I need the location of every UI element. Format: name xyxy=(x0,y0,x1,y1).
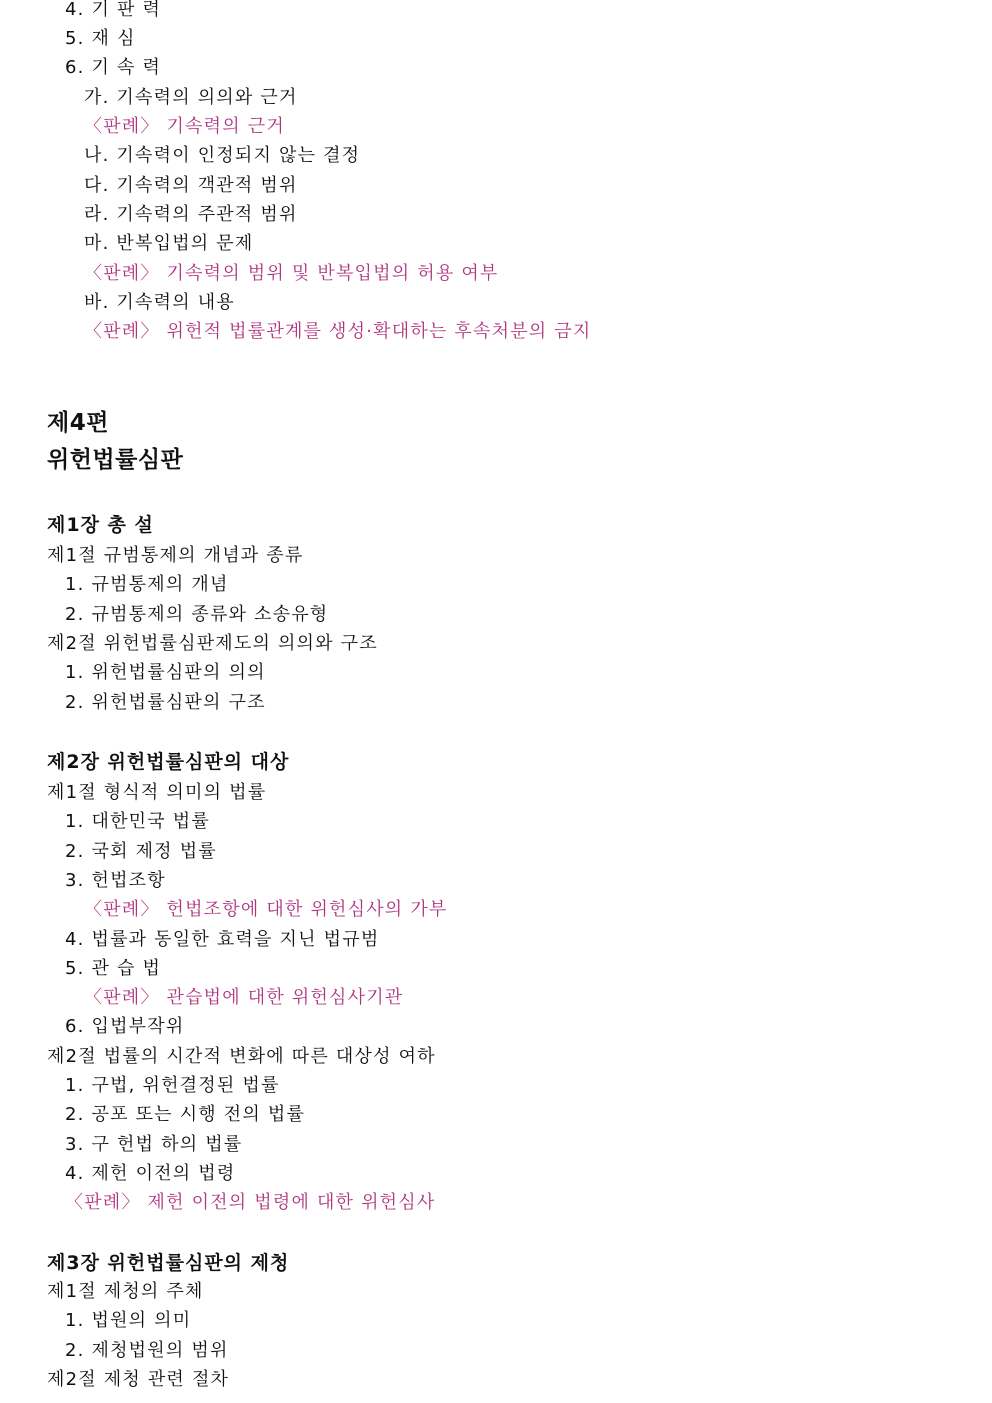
section-heading: 제1절 제청의 주체 xyxy=(47,1281,204,1302)
toc-item: 2. 규범통제의 종류와 소송유형 xyxy=(65,604,329,625)
toc-item: 6. 입법부작위 xyxy=(65,1016,185,1037)
section-heading: 제1절 형식적 의미의 법률 xyxy=(47,782,267,803)
toc-item: 1. 구법, 위헌결정된 법률 xyxy=(65,1075,280,1096)
toc-subitem: 라. 기속력의 주관적 범위 xyxy=(84,204,298,225)
case-note: 〈판례〉 기속력의 근거 xyxy=(84,116,285,137)
toc-subitem: 가. 기속력의 의의와 근거 xyxy=(84,87,298,108)
toc-item: 1. 위헌법률심판의 의의 xyxy=(65,662,266,683)
section-heading: 제1절 규범통제의 개념과 종류 xyxy=(47,545,304,566)
toc-item: 1. 법원의 의미 xyxy=(65,1310,192,1331)
toc-item: 2. 제청법원의 범위 xyxy=(65,1340,229,1361)
section-heading: 제2절 위헌법률심판제도의 의의와 구조 xyxy=(47,633,378,654)
toc-item: 4. 기 판 력 xyxy=(65,0,162,20)
toc-item: 6. 기 속 력 xyxy=(65,57,162,78)
toc-item: 1. 규범통제의 개념 xyxy=(65,574,229,595)
toc-item: 4. 제헌 이전의 법령 xyxy=(65,1163,236,1184)
part-title: 위헌법률심판 xyxy=(47,447,184,473)
toc-subitem: 마. 반복입법의 문제 xyxy=(84,233,254,254)
toc-subitem: 나. 기속력이 인정되지 않는 결정 xyxy=(84,145,361,166)
toc-item: 5. 재 심 xyxy=(65,28,136,49)
toc-item: 5. 관 습 법 xyxy=(65,958,162,979)
case-note: 〈판례〉 관습법에 대한 위헌심사기관 xyxy=(84,987,404,1008)
toc-subitem: 바. 기속력의 내용 xyxy=(84,292,235,313)
case-note: 〈판례〉 헌법조항에 대한 위헌심사의 가부 xyxy=(84,899,448,920)
toc-item: 4. 법률과 동일한 효력을 지닌 법규범 xyxy=(65,929,380,950)
chapter-heading: 제2장 위헌법률심판의 대상 xyxy=(47,751,290,773)
section-heading: 제2절 제청 관련 절차 xyxy=(47,1369,230,1390)
case-note: 〈판례〉 기속력의 범위 및 반복입법의 허용 여부 xyxy=(84,263,499,284)
case-note: 〈판례〉 위헌적 법률관계를 생성·확대하는 후속처분의 금지 xyxy=(84,321,592,342)
case-note: 〈판례〉 제헌 이전의 법령에 대한 위헌심사 xyxy=(65,1192,436,1213)
toc-item: 1. 대한민국 법률 xyxy=(65,811,210,832)
toc-item: 2. 공포 또는 시행 전의 법률 xyxy=(65,1104,306,1125)
section-heading: 제2절 법률의 시간적 변화에 따른 대상성 여하 xyxy=(47,1046,436,1067)
toc-item: 2. 위헌법률심판의 구조 xyxy=(65,692,266,713)
chapter-heading: 제1장 총 설 xyxy=(47,514,154,536)
part-number: 제4편 xyxy=(47,410,109,436)
toc-subitem: 다. 기속력의 객관적 범위 xyxy=(84,175,298,196)
toc-item: 3. 헌법조항 xyxy=(65,870,166,891)
chapter-heading: 제3장 위헌법률심판의 제청 xyxy=(47,1252,290,1274)
toc-item: 3. 구 헌법 하의 법률 xyxy=(65,1134,243,1155)
toc-item: 2. 국회 제정 법률 xyxy=(65,841,217,862)
